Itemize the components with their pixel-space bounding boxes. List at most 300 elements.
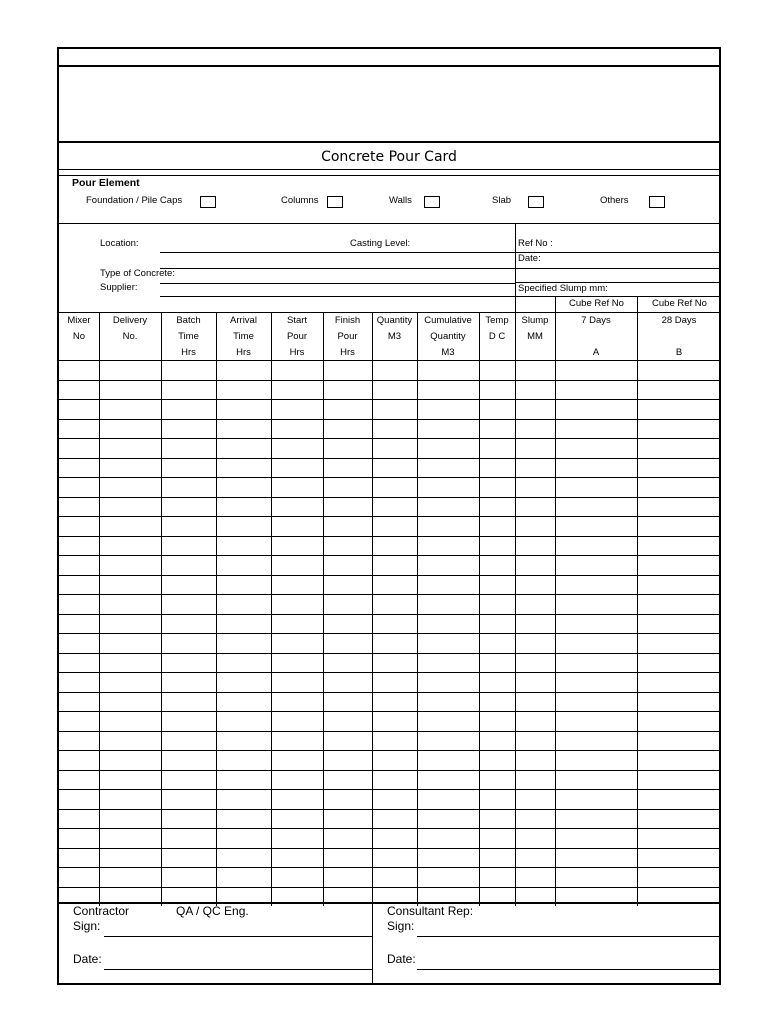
table-cell[interactable] <box>479 809 515 829</box>
type-of-concrete-line[interactable] <box>160 283 516 284</box>
table-cell[interactable] <box>555 380 637 400</box>
table-cell[interactable] <box>271 419 323 439</box>
checkbox-walls[interactable] <box>424 196 440 208</box>
table-cell[interactable] <box>161 634 216 654</box>
table-cell[interactable] <box>372 673 417 693</box>
table-cell[interactable] <box>59 458 99 478</box>
table-cell[interactable] <box>555 556 637 576</box>
table-cell[interactable] <box>515 712 555 732</box>
table-cell[interactable] <box>323 478 372 498</box>
table-cell[interactable] <box>271 673 323 693</box>
table-cell[interactable] <box>479 478 515 498</box>
table-cell[interactable] <box>637 770 721 790</box>
table-cell[interactable] <box>515 751 555 771</box>
table-cell[interactable] <box>555 731 637 751</box>
table-cell[interactable] <box>555 361 637 381</box>
table-cell[interactable] <box>59 653 99 673</box>
table-cell[interactable] <box>515 478 555 498</box>
table-cell[interactable] <box>216 770 271 790</box>
table-cell[interactable] <box>271 575 323 595</box>
table-cell[interactable] <box>216 595 271 615</box>
table-cell[interactable] <box>417 673 479 693</box>
table-cell[interactable] <box>59 380 99 400</box>
table-cell[interactable] <box>515 653 555 673</box>
table-cell[interactable] <box>515 868 555 888</box>
table-cell[interactable] <box>372 692 417 712</box>
table-cell[interactable] <box>515 497 555 517</box>
table-cell[interactable] <box>161 809 216 829</box>
table-cell[interactable] <box>372 439 417 459</box>
table-cell[interactable] <box>417 380 479 400</box>
table-cell[interactable] <box>637 634 721 654</box>
table-cell[interactable] <box>515 400 555 420</box>
table-cell[interactable] <box>271 595 323 615</box>
table-cell[interactable] <box>637 458 721 478</box>
table-cell[interactable] <box>323 439 372 459</box>
table-cell[interactable] <box>417 829 479 849</box>
table-cell[interactable] <box>216 575 271 595</box>
table-cell[interactable] <box>515 595 555 615</box>
table-cell[interactable] <box>271 770 323 790</box>
table-cell[interactable] <box>99 400 161 420</box>
table-cell[interactable] <box>479 731 515 751</box>
table-cell[interactable] <box>515 731 555 751</box>
table-cell[interactable] <box>515 809 555 829</box>
table-cell[interactable] <box>59 556 99 576</box>
table-cell[interactable] <box>417 595 479 615</box>
table-cell[interactable] <box>161 614 216 634</box>
table-cell[interactable] <box>323 517 372 537</box>
table-cell[interactable] <box>372 868 417 888</box>
table-cell[interactable] <box>161 712 216 732</box>
table-cell[interactable] <box>216 809 271 829</box>
table-cell[interactable] <box>417 692 479 712</box>
table-cell[interactable] <box>271 400 323 420</box>
table-cell[interactable] <box>372 614 417 634</box>
table-cell[interactable] <box>372 556 417 576</box>
table-cell[interactable] <box>323 673 372 693</box>
table-cell[interactable] <box>161 595 216 615</box>
table-cell[interactable] <box>216 751 271 771</box>
table-cell[interactable] <box>99 731 161 751</box>
table-cell[interactable] <box>372 419 417 439</box>
table-cell[interactable] <box>216 692 271 712</box>
table-cell[interactable] <box>417 400 479 420</box>
table-cell[interactable] <box>161 731 216 751</box>
contractor-sign-line[interactable] <box>104 936 372 937</box>
table-cell[interactable] <box>323 790 372 810</box>
table-cell[interactable] <box>271 790 323 810</box>
table-cell[interactable] <box>372 809 417 829</box>
table-cell[interactable] <box>479 673 515 693</box>
table-cell[interactable] <box>417 751 479 771</box>
table-cell[interactable] <box>323 770 372 790</box>
table-cell[interactable] <box>99 439 161 459</box>
table-cell[interactable] <box>99 536 161 556</box>
table-cell[interactable] <box>372 829 417 849</box>
table-cell[interactable] <box>417 614 479 634</box>
table-cell[interactable] <box>417 478 479 498</box>
table-cell[interactable] <box>216 614 271 634</box>
table-cell[interactable] <box>323 575 372 595</box>
table-cell[interactable] <box>372 712 417 732</box>
table-cell[interactable] <box>99 497 161 517</box>
table-cell[interactable] <box>479 712 515 732</box>
table-cell[interactable] <box>417 497 479 517</box>
table-cell[interactable] <box>161 653 216 673</box>
table-cell[interactable] <box>216 478 271 498</box>
table-cell[interactable] <box>59 614 99 634</box>
table-cell[interactable] <box>99 653 161 673</box>
table-cell[interactable] <box>216 497 271 517</box>
table-cell[interactable] <box>479 868 515 888</box>
table-cell[interactable] <box>515 419 555 439</box>
table-cell[interactable] <box>637 497 721 517</box>
table-cell[interactable] <box>417 731 479 751</box>
table-cell[interactable] <box>271 478 323 498</box>
table-cell[interactable] <box>515 692 555 712</box>
table-cell[interactable] <box>479 517 515 537</box>
table-cell[interactable] <box>417 556 479 576</box>
consultant-date-line[interactable] <box>417 969 721 970</box>
table-cell[interactable] <box>372 458 417 478</box>
table-cell[interactable] <box>417 458 479 478</box>
table-cell[interactable] <box>637 848 721 868</box>
location-line[interactable] <box>160 252 516 253</box>
table-cell[interactable] <box>555 614 637 634</box>
table-cell[interactable] <box>323 380 372 400</box>
table-cell[interactable] <box>271 692 323 712</box>
table-cell[interactable] <box>99 848 161 868</box>
table-cell[interactable] <box>372 361 417 381</box>
table-cell[interactable] <box>637 556 721 576</box>
table-cell[interactable] <box>99 809 161 829</box>
table-cell[interactable] <box>479 361 515 381</box>
table-cell[interactable] <box>479 848 515 868</box>
table-cell[interactable] <box>479 419 515 439</box>
table-cell[interactable] <box>372 634 417 654</box>
table-cell[interactable] <box>99 361 161 381</box>
table-cell[interactable] <box>479 400 515 420</box>
table-cell[interactable] <box>99 692 161 712</box>
table-cell[interactable] <box>479 770 515 790</box>
table-cell[interactable] <box>59 517 99 537</box>
table-cell[interactable] <box>479 751 515 771</box>
table-cell[interactable] <box>555 400 637 420</box>
table-cell[interactable] <box>271 458 323 478</box>
table-cell[interactable] <box>59 751 99 771</box>
table-cell[interactable] <box>161 497 216 517</box>
table-cell[interactable] <box>99 829 161 849</box>
table-cell[interactable] <box>99 419 161 439</box>
table-cell[interactable] <box>555 517 637 537</box>
table-cell[interactable] <box>555 634 637 654</box>
table-cell[interactable] <box>59 712 99 732</box>
table-cell[interactable] <box>323 419 372 439</box>
table-cell[interactable] <box>271 868 323 888</box>
table-cell[interactable] <box>161 400 216 420</box>
checkbox-foundation[interactable] <box>200 196 216 208</box>
table-cell[interactable] <box>59 673 99 693</box>
table-cell[interactable] <box>637 419 721 439</box>
table-cell[interactable] <box>637 614 721 634</box>
table-cell[interactable] <box>417 517 479 537</box>
table-cell[interactable] <box>515 517 555 537</box>
consultant-sign-line[interactable] <box>417 936 721 937</box>
table-cell[interactable] <box>372 731 417 751</box>
table-cell[interactable] <box>637 809 721 829</box>
table-cell[interactable] <box>479 380 515 400</box>
table-cell[interactable] <box>271 361 323 381</box>
table-cell[interactable] <box>99 517 161 537</box>
table-cell[interactable] <box>99 634 161 654</box>
contractor-date-line[interactable] <box>104 969 372 970</box>
table-cell[interactable] <box>216 536 271 556</box>
table-cell[interactable] <box>372 517 417 537</box>
table-cell[interactable] <box>161 556 216 576</box>
table-cell[interactable] <box>637 653 721 673</box>
table-cell[interactable] <box>59 419 99 439</box>
table-cell[interactable] <box>323 536 372 556</box>
table-cell[interactable] <box>555 458 637 478</box>
table-cell[interactable] <box>99 751 161 771</box>
table-cell[interactable] <box>555 536 637 556</box>
table-cell[interactable] <box>59 595 99 615</box>
table-cell[interactable] <box>555 751 637 771</box>
table-cell[interactable] <box>372 751 417 771</box>
table-cell[interactable] <box>216 673 271 693</box>
table-cell[interactable] <box>216 653 271 673</box>
table-cell[interactable] <box>555 478 637 498</box>
table-cell[interactable] <box>479 692 515 712</box>
table-cell[interactable] <box>515 790 555 810</box>
table-cell[interactable] <box>161 380 216 400</box>
table-cell[interactable] <box>555 653 637 673</box>
table-cell[interactable] <box>323 634 372 654</box>
table-cell[interactable] <box>372 400 417 420</box>
table-cell[interactable] <box>479 556 515 576</box>
table-cell[interactable] <box>161 692 216 712</box>
table-cell[interactable] <box>216 868 271 888</box>
table-cell[interactable] <box>372 595 417 615</box>
table-cell[interactable] <box>99 458 161 478</box>
table-cell[interactable] <box>161 868 216 888</box>
table-cell[interactable] <box>515 673 555 693</box>
table-cell[interactable] <box>216 731 271 751</box>
table-cell[interactable] <box>271 848 323 868</box>
table-cell[interactable] <box>637 439 721 459</box>
table-cell[interactable] <box>417 653 479 673</box>
table-cell[interactable] <box>99 478 161 498</box>
table-cell[interactable] <box>161 478 216 498</box>
table-cell[interactable] <box>555 829 637 849</box>
table-cell[interactable] <box>479 790 515 810</box>
table-cell[interactable] <box>271 751 323 771</box>
table-cell[interactable] <box>555 673 637 693</box>
table-cell[interactable] <box>323 692 372 712</box>
table-cell[interactable] <box>323 751 372 771</box>
table-cell[interactable] <box>59 634 99 654</box>
table-cell[interactable] <box>372 653 417 673</box>
table-cell[interactable] <box>637 712 721 732</box>
table-cell[interactable] <box>59 829 99 849</box>
table-cell[interactable] <box>216 380 271 400</box>
table-cell[interactable] <box>271 634 323 654</box>
table-cell[interactable] <box>59 770 99 790</box>
table-cell[interactable] <box>479 458 515 478</box>
table-cell[interactable] <box>555 790 637 810</box>
table-cell[interactable] <box>99 673 161 693</box>
table-cell[interactable] <box>323 497 372 517</box>
table-cell[interactable] <box>99 790 161 810</box>
table-cell[interactable] <box>99 614 161 634</box>
table-cell[interactable] <box>59 868 99 888</box>
table-cell[interactable] <box>515 829 555 849</box>
table-cell[interactable] <box>59 478 99 498</box>
table-cell[interactable] <box>637 751 721 771</box>
table-cell[interactable] <box>637 595 721 615</box>
table-cell[interactable] <box>323 361 372 381</box>
table-cell[interactable] <box>59 790 99 810</box>
table-cell[interactable] <box>161 536 216 556</box>
table-cell[interactable] <box>59 536 99 556</box>
table-cell[interactable] <box>161 848 216 868</box>
table-cell[interactable] <box>515 556 555 576</box>
table-cell[interactable] <box>216 790 271 810</box>
table-cell[interactable] <box>417 575 479 595</box>
table-cell[interactable] <box>417 536 479 556</box>
table-cell[interactable] <box>99 770 161 790</box>
table-cell[interactable] <box>417 848 479 868</box>
table-cell[interactable] <box>417 790 479 810</box>
table-cell[interactable] <box>637 868 721 888</box>
table-cell[interactable] <box>417 439 479 459</box>
table-cell[interactable] <box>99 868 161 888</box>
table-cell[interactable] <box>216 556 271 576</box>
table-cell[interactable] <box>323 712 372 732</box>
table-cell[interactable] <box>161 829 216 849</box>
table-cell[interactable] <box>372 497 417 517</box>
table-cell[interactable] <box>555 868 637 888</box>
table-cell[interactable] <box>323 556 372 576</box>
table-cell[interactable] <box>515 536 555 556</box>
table-cell[interactable] <box>59 575 99 595</box>
table-cell[interactable] <box>372 478 417 498</box>
table-cell[interactable] <box>161 361 216 381</box>
table-cell[interactable] <box>372 380 417 400</box>
table-cell[interactable] <box>271 614 323 634</box>
table-cell[interactable] <box>271 829 323 849</box>
table-cell[interactable] <box>637 478 721 498</box>
table-cell[interactable] <box>515 380 555 400</box>
table-cell[interactable] <box>216 517 271 537</box>
table-cell[interactable] <box>555 497 637 517</box>
table-cell[interactable] <box>323 400 372 420</box>
table-cell[interactable] <box>417 419 479 439</box>
table-cell[interactable] <box>271 517 323 537</box>
table-cell[interactable] <box>323 595 372 615</box>
table-cell[interactable] <box>515 848 555 868</box>
table-cell[interactable] <box>555 809 637 829</box>
table-cell[interactable] <box>271 439 323 459</box>
table-cell[interactable] <box>417 712 479 732</box>
table-cell[interactable] <box>161 419 216 439</box>
table-cell[interactable] <box>271 556 323 576</box>
table-cell[interactable] <box>271 653 323 673</box>
table-cell[interactable] <box>59 439 99 459</box>
table-cell[interactable] <box>515 634 555 654</box>
checkbox-others[interactable] <box>649 196 665 208</box>
table-cell[interactable] <box>323 458 372 478</box>
table-cell[interactable] <box>637 829 721 849</box>
table-cell[interactable] <box>99 556 161 576</box>
table-cell[interactable] <box>479 497 515 517</box>
table-cell[interactable] <box>271 809 323 829</box>
table-cell[interactable] <box>59 809 99 829</box>
table-cell[interactable] <box>99 575 161 595</box>
table-cell[interactable] <box>59 361 99 381</box>
table-cell[interactable] <box>271 380 323 400</box>
table-cell[interactable] <box>515 575 555 595</box>
table-cell[interactable] <box>515 361 555 381</box>
table-cell[interactable] <box>161 770 216 790</box>
table-cell[interactable] <box>323 848 372 868</box>
table-cell[interactable] <box>555 770 637 790</box>
table-cell[interactable] <box>216 712 271 732</box>
table-cell[interactable] <box>479 829 515 849</box>
table-cell[interactable] <box>216 829 271 849</box>
table-cell[interactable] <box>479 634 515 654</box>
table-cell[interactable] <box>216 400 271 420</box>
table-cell[interactable] <box>555 692 637 712</box>
table-cell[interactable] <box>161 458 216 478</box>
table-cell[interactable] <box>637 731 721 751</box>
table-cell[interactable] <box>59 848 99 868</box>
table-cell[interactable] <box>59 497 99 517</box>
table-cell[interactable] <box>216 439 271 459</box>
ref-no-line[interactable] <box>515 252 721 253</box>
table-cell[interactable] <box>479 439 515 459</box>
table-cell[interactable] <box>99 595 161 615</box>
table-cell[interactable] <box>216 419 271 439</box>
table-cell[interactable] <box>515 770 555 790</box>
table-cell[interactable] <box>555 848 637 868</box>
date-line[interactable] <box>515 268 721 269</box>
table-cell[interactable] <box>417 868 479 888</box>
supplier-line[interactable] <box>160 296 516 297</box>
table-cell[interactable] <box>216 848 271 868</box>
table-cell[interactable] <box>637 692 721 712</box>
table-cell[interactable] <box>161 575 216 595</box>
table-cell[interactable] <box>216 634 271 654</box>
table-cell[interactable] <box>271 497 323 517</box>
table-cell[interactable] <box>323 614 372 634</box>
table-cell[interactable] <box>417 770 479 790</box>
table-cell[interactable] <box>99 380 161 400</box>
table-cell[interactable] <box>417 809 479 829</box>
table-cell[interactable] <box>161 751 216 771</box>
table-cell[interactable] <box>59 400 99 420</box>
table-cell[interactable] <box>637 673 721 693</box>
table-cell[interactable] <box>417 634 479 654</box>
table-cell[interactable] <box>637 400 721 420</box>
table-cell[interactable] <box>372 790 417 810</box>
table-cell[interactable] <box>479 595 515 615</box>
table-cell[interactable] <box>161 439 216 459</box>
table-cell[interactable] <box>271 712 323 732</box>
table-cell[interactable] <box>637 380 721 400</box>
table-cell[interactable] <box>372 575 417 595</box>
